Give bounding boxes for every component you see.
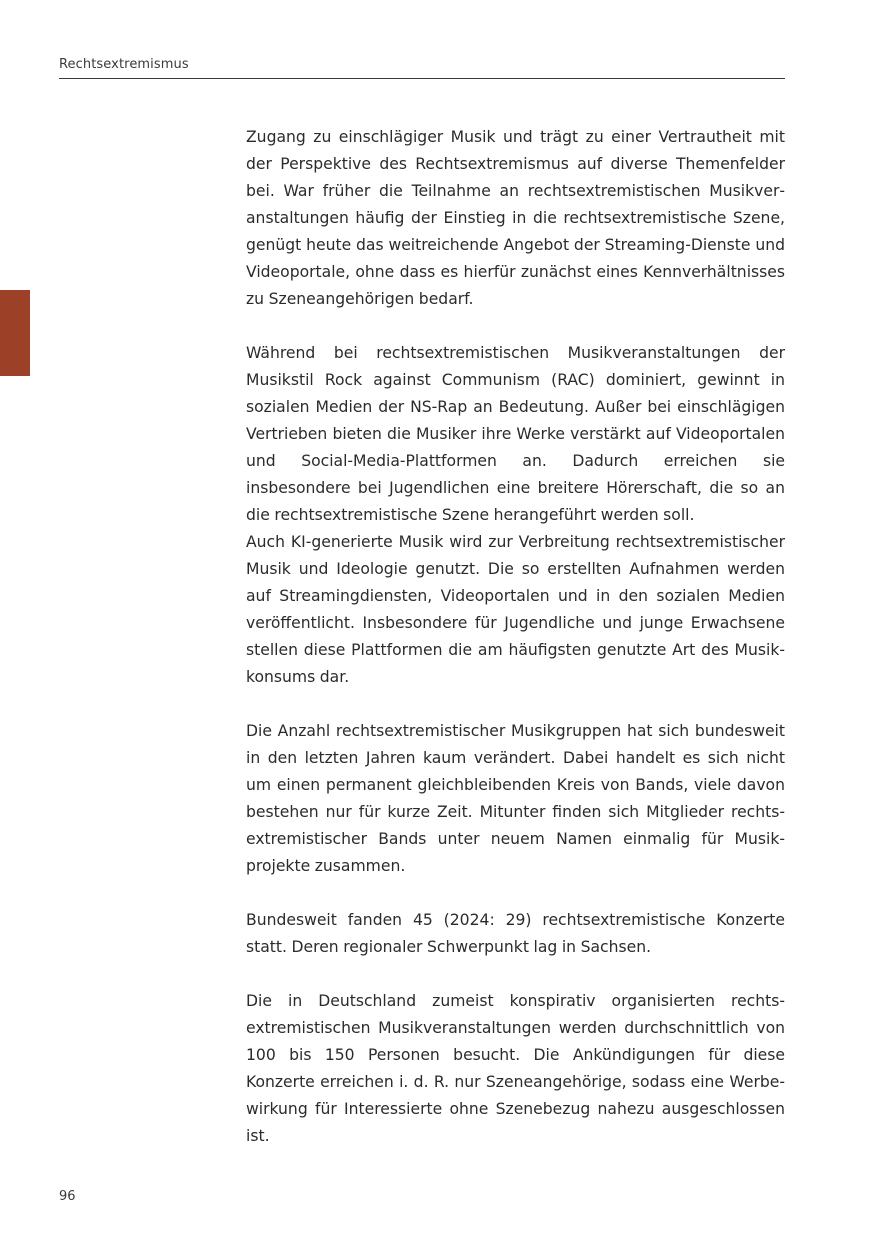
paragraph-1: Zugang zu einschlägiger Musik und trägt zu einer Vertrautheit mit der Perspektive des Rechtsextremismus auf diverse Themenfelder bei. War früher die Teilnahme an rechtsextremistischen Musikveranstaltungen häufig der Einstieg in die rechtsextremistische Szene, genügt heute das weitreichende Angebot der Streaming-Dienste und Videoportale, ohne dass es hierfür zunächst eines Kennverhältnisses zu Szeneangehörigen bedarf. bbox=[246, 128, 785, 308]
paragraph-4: Die Anzahl rechtsextremistischer Musikgruppen hat sich bundesweit in den letzten Jahren kaum verändert. Dabei handelt es sich nicht um einen permanent gleichbleibenden Kreis von Bands, viele davon bestehen nur für kurze Zeit. Mitunter finden sich Mitglieder rechtsextremistischer Bands unter neuem Namen einmalig für Musikprojekte zusammen. bbox=[246, 722, 785, 875]
header-divider bbox=[59, 78, 785, 79]
paragraph-6: Die in Deutschland zumeist konspirativ organisierten rechtsextremistischen Musikveranstaltungen werden durchschnittlich von 100 bis 150 Personen besucht. Die Ankündigungen für diese Konzerte erreichen i. d. R. nur Szeneangehörige, sodass eine Werbewirkung für Interessierte ohne Szenebezug nahezu ausgeschlossen ist. bbox=[246, 992, 785, 1145]
main-text-column bbox=[246, 124, 785, 1150]
running-header-title: Rechtsextremismus bbox=[59, 57, 189, 72]
chapter-tab-marker bbox=[0, 290, 30, 376]
page-number: 96 bbox=[59, 1189, 76, 1204]
paragraph-5: Bundesweit fanden 45 (2024: 29) rechtsextremistische Konzerte statt. Deren regionaler Schwerpunkt lag in Sachsen. bbox=[246, 911, 785, 956]
paragraph-3: Auch KI-generierte Musik wird zur Verbreitung rechtsextremistischer Musik und Ideologie genutzt. Die so erstellten Aufnahmen werden auf Streamingdiensten, Videoportalen und in den sozialen Medien veröffentlicht. Insbesondere für Jugendliche und junge Erwachsene stellen diese Plattformen die am häufigsten genutzte Art des Musikkonsums dar. bbox=[246, 533, 785, 686]
paragraph-2: Während bei rechtsextremistischen Musikveranstaltungen der Musikstil Rock against Communism (RAC) dominiert, gewinnt in sozialen Medien der NS-Rap an Bedeutung. Außer bei einschlägigen Vertrieben bieten die Musiker ihre Werke verstärkt auf Videoportalen und Social-Media-Plattformen an. Dadurch erreichen sie insbesondere bei Jugendlichen eine breitere Hörerschaft, die so an die rechtsextremistische Szene herangeführt werden soll. bbox=[246, 344, 785, 524]
